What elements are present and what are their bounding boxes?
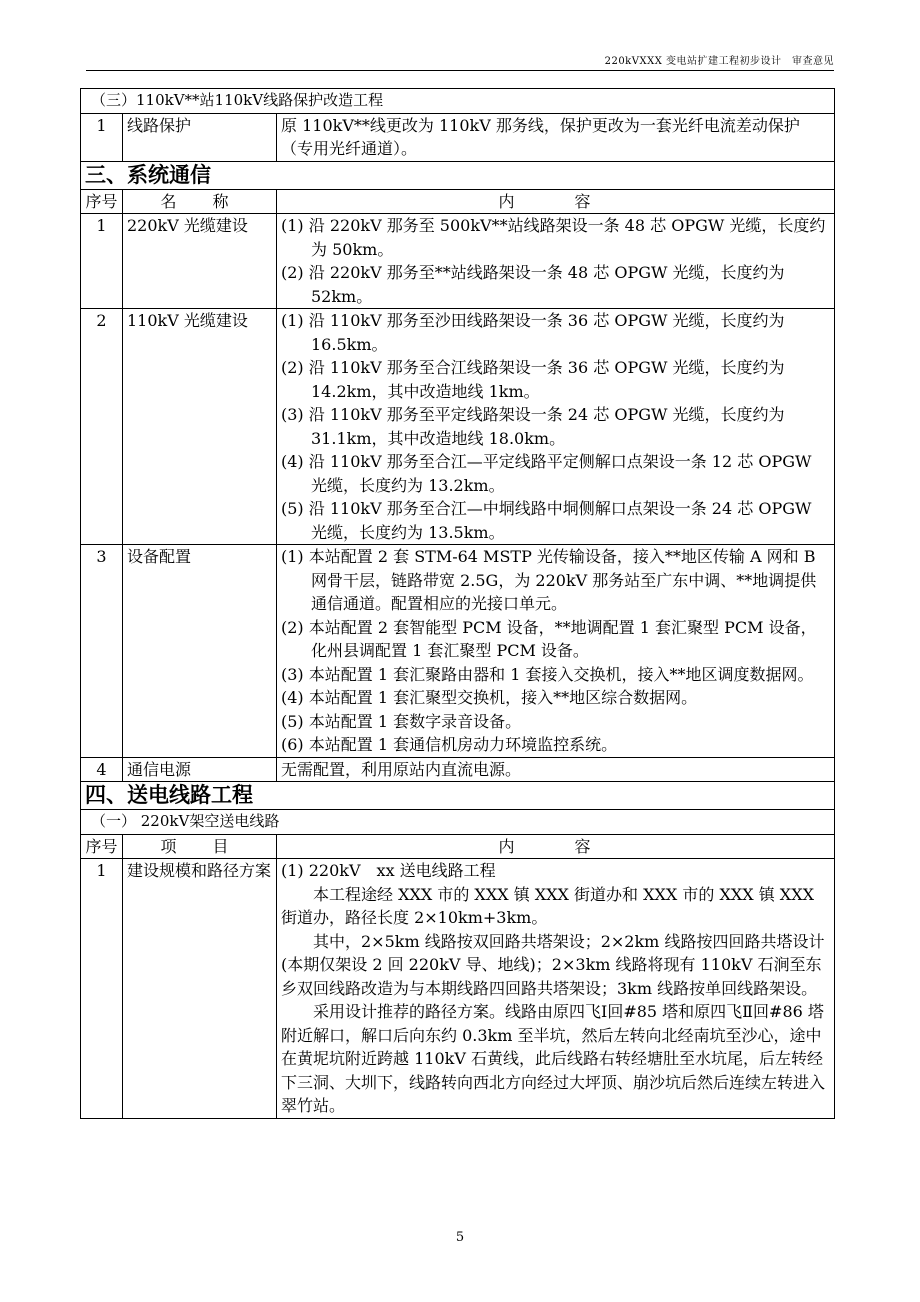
list-item: (1) 本站配置 2 套 STM-64 MSTP 光传输设备，接入**地区传输 A 网和 B 网骨干层，链路带宽 2.5G，为 220kV 那务站至广东中调、**地调提供通信通道。配置相应的光接口单元。: [281, 547, 817, 613]
row-name: 建设规模和路径方案: [123, 859, 277, 1119]
list-item: (1) 沿 220kV 那务至 500kV**站线路架设一条 48 芯 OPGW 光缆，长度约为 50km。: [281, 216, 826, 259]
content-paragraph: 采用设计推荐的路径方案。线路由原四飞Ⅰ回#85 塔和原四飞Ⅱ回#86 塔附近解口，解口后向东约 0.3km 至半坑，然后左转向北经南坑至沙心，途中在黄坭坑附近跨越 110kV 石黄线，此后线路右转经塘肚至水坑尾，后左转经下三洞、大圳下，线路转向西北方向经过大坪顶、崩沙坑后然后连续左转进入翠竹站。: [281, 1002, 826, 1115]
content-paragraph: 其中，2×5km 线路按双回路共塔架设；2×2km 线路按四回路共塔设计 (本期仅架设 2 回 220kV 导、地线)；2×3km 线路将现有 110kV 石涧至东乡双回线路改造为与本期线路四回路共塔架设；3km 线路按单回线路架设。: [281, 931, 825, 998]
header-rule: [86, 70, 834, 71]
row-number: 2: [81, 309, 123, 545]
row-content: [277, 757, 835, 782]
content-paragraph: 本工程途经 XXX 市的 XXX 镇 XXX 街道办和 XXX 市的 XXX 镇 XXX 街道办，路径长度 2×10km+3km。: [281, 884, 814, 927]
section-title: 四、送电线路工程: [81, 782, 835, 810]
list-item: (3) 本站配置 1 套汇聚路由器和 1 套接入交换机，接入**地区调度数据网。: [281, 664, 814, 684]
row-name: 220kV 光缆建设: [123, 214, 277, 309]
table-row: [81, 113, 835, 161]
list-item: (3) 沿 110kV 那务至平定线路架设一条 24 芯 OPGW 光缆，长度约为 31.1km，其中改造地线 18.0km。: [281, 405, 785, 448]
table-row: [81, 545, 835, 758]
row-content: [277, 309, 835, 545]
row-number: 4: [81, 757, 123, 782]
list-item: (5) 本站配置 1 套数字录音设备。: [281, 711, 522, 731]
list-item: (4) 本站配置 1 套汇聚型交换机，接入**地区综合数据网。: [281, 688, 698, 707]
section-row: [81, 782, 835, 810]
row-name: 110kV 光缆建设: [123, 309, 277, 545]
header-no: 序号: [81, 834, 123, 859]
list-item: (2) 本站配置 2 套智能型 PCM 设备，**地调配置 1 套汇聚型 PCM 设备，化州县调配置 1 套汇聚型 PCM 设备。: [281, 617, 817, 660]
table-row: [81, 757, 835, 782]
row-name: 设备配置: [123, 545, 277, 758]
list-item: 无需配置，利用原站内直流电源。: [281, 759, 522, 779]
row-number: 1: [81, 113, 123, 161]
content-heading: (1) 220kV xx 送电线路工程: [281, 861, 496, 880]
list-item: (1) 沿 110kV 那务至沙田线路架设一条 36 芯 OPGW 光缆，长度约为 16.5km。: [281, 311, 785, 354]
list-item: (4) 沿 110kV 那务至合江—平定线路平定侧解口点架设一条 12 芯 OPGW 光缆，长度约为 13.2km。: [281, 452, 812, 495]
row-number: 1: [81, 859, 123, 1119]
list-item: (5) 沿 110kV 那务至合江—中垌线路中垌侧解口点架设一条 24 芯 OPGW 光缆，长度约为 13.5km。: [281, 499, 812, 542]
list-item: (6) 本站配置 1 套通信机房动力环境监控系统。: [281, 735, 618, 754]
row-content: [277, 859, 835, 1119]
table-row: [81, 214, 835, 309]
row-content: 原 110kV**线更改为 110kV 那务线，保护更改为一套光纤电流差动保护（专用光纤通道）。: [277, 113, 835, 161]
section-title: 三、系统通信: [81, 161, 835, 189]
row-number: 1: [81, 214, 123, 309]
sub-section-row: [81, 89, 835, 114]
header-name: 项 目: [123, 834, 277, 859]
list-item: (2) 沿 220kV 那务至**站线路架设一条 48 芯 OPGW 光缆，长度约为 52km。: [281, 263, 785, 306]
header-content: 内 容: [277, 189, 835, 214]
list-item: (2) 沿 110kV 那务至合江线路架设一条 36 芯 OPGW 光缆，长度约为 14.2km，其中改造地线 1km。: [281, 358, 785, 401]
row-name: 通信电源: [123, 757, 277, 782]
document-table: [80, 88, 835, 1119]
header-name: 名 称: [123, 189, 277, 214]
row-content: [277, 545, 835, 758]
row-name: 线路保护: [123, 113, 277, 161]
header-no: 序号: [81, 189, 123, 214]
sub-section-title: （一） 220kV架空送电线路: [81, 810, 835, 835]
table-header-row: [81, 189, 835, 214]
page-number: 5: [455, 1230, 465, 1245]
table-header-row: [81, 834, 835, 859]
table-row: [81, 309, 835, 545]
row-number: 3: [81, 545, 123, 758]
sub-section-row: [81, 810, 835, 835]
page-header: 220kVXXX 变电站扩建工程初步设计 审查意见: [604, 56, 834, 67]
section-row: [81, 161, 835, 189]
header-content: 内 容: [277, 834, 835, 859]
row-content: [277, 214, 835, 309]
sub-section-title: （三）110kV**站110kV线路保护改造工程: [81, 89, 835, 114]
table-row: [81, 859, 835, 1119]
